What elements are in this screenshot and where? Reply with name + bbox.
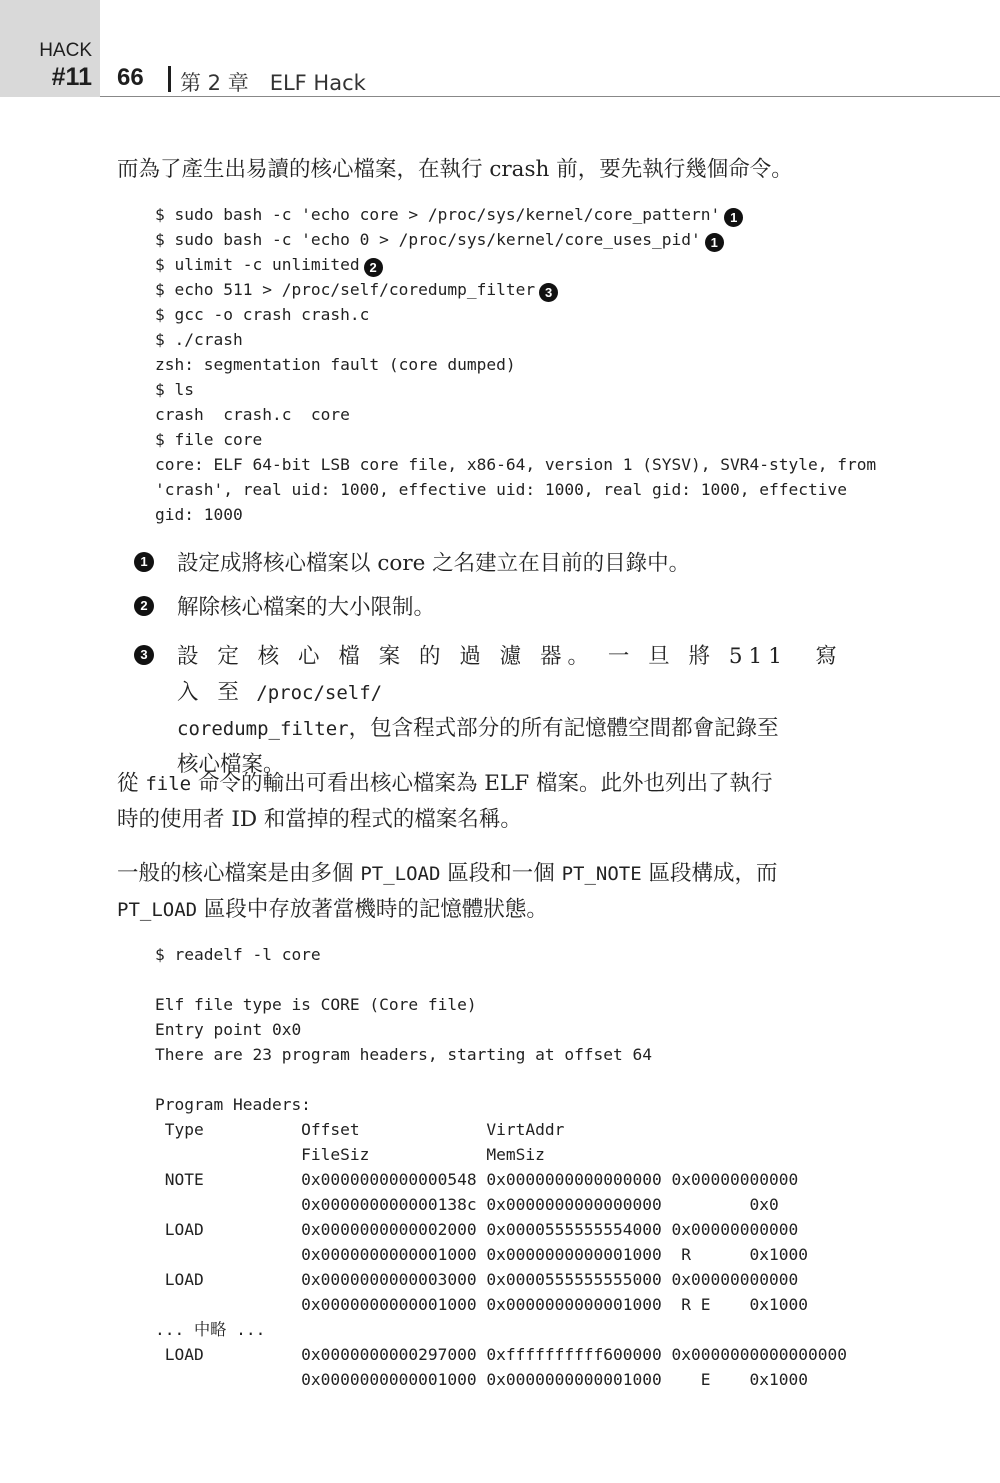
code-line [155, 427, 985, 452]
code-line: Program Headers: [155, 1095, 311, 1114]
code-line [155, 967, 985, 992]
inline-code-pt-note: PT_NOTE [561, 863, 642, 885]
pt-load-paragraph [117, 856, 857, 928]
callout-marker-icon: 1 [724, 208, 743, 227]
callout-marker-icon: 2 [364, 258, 383, 277]
code-line: ... 中略 ... [155, 1320, 266, 1339]
code-line-text: $ gcc -o crash crash.c [155, 305, 370, 324]
callout-marker-icon: 1 [134, 552, 154, 572]
code-line-text: $ echo 511 > /proc/self/coredump_filter [155, 280, 536, 299]
code-block-readelf [155, 942, 985, 1392]
code-line [155, 377, 985, 402]
code-block-commands [155, 202, 985, 527]
code-line [155, 402, 985, 427]
hack-number: #11 [51, 63, 92, 91]
code-line [155, 202, 985, 227]
code-line-text: $ sudo bash -c 'echo 0 > /proc/sys/kernel/core_uses_pid' [155, 230, 701, 249]
page-number: 66 [117, 64, 144, 91]
callout-3-path-part2: coredump_filter [177, 718, 349, 740]
code-line [155, 1067, 985, 1092]
inline-code-pt-load: PT_LOAD [360, 863, 441, 885]
file-output-paragraph [117, 766, 857, 838]
callout-text: 解除核心檔案的大小限制。 [177, 595, 436, 620]
code-line: $ readelf -l core [155, 945, 321, 964]
callout-3-path-part1: /proc/self/ [244, 682, 383, 704]
hack-label: HACK [39, 40, 92, 61]
code-line: There are 23 program headers, starting at offset 64 [155, 1045, 653, 1064]
code-line-text: $ file core [155, 430, 263, 449]
code-line-text: $ ls [155, 380, 194, 399]
code-line: 0x0000000000001000 0x0000000000001000 R E 0x1000 [155, 1295, 808, 1314]
code-line-text: $ ./crash [155, 330, 243, 349]
callout-text: 設定成將核心檔案以 core 之名建立在目前的目錄中。 [177, 551, 691, 576]
code-line-text: gid: 1000 [155, 505, 243, 524]
text-run: 從 [117, 771, 146, 796]
callout-marker-icon: 1 [705, 233, 724, 252]
code-line [155, 452, 985, 477]
code-line [155, 302, 985, 327]
code-line-text: $ ulimit -c unlimited [155, 255, 360, 274]
code-line-text: zsh: segmentation fault (core dumped) [155, 355, 516, 374]
callout-marker-icon: 2 [134, 596, 154, 616]
text-run: 時的使用者 ID 和當掉的程式的檔案名稱。 [117, 807, 522, 832]
callout-marker-icon: 3 [134, 645, 154, 665]
callout-3-line2: ，包含程式部分的所有記憶體空間都會記錄至 [348, 716, 779, 741]
code-line-text: 'crash', real uid: 1000, effective uid: 1000, real gid: 1000, effective [155, 480, 847, 499]
code-line: Type Offset VirtAddr [155, 1120, 565, 1139]
code-line-text: crash crash.c core [155, 405, 350, 424]
code-line [155, 502, 985, 527]
code-line: 0x000000000000138c 0x0000000000000000 0x0 [155, 1195, 779, 1214]
code-line: 0x0000000000001000 0x0000000000001000 E 0x1000 [155, 1370, 808, 1389]
callout-marker-icon: 3 [539, 283, 558, 302]
callout-3-line3: 核心檔案。 [177, 752, 285, 777]
inline-code-pt-load: PT_LOAD [117, 899, 198, 921]
code-line: NOTE 0x0000000000000548 0x0000000000000000 0x00000000000 [155, 1170, 799, 1189]
chapter-title: 第 2 章 ELF Hack [180, 71, 366, 95]
code-line [155, 252, 985, 277]
header-rule [100, 96, 1000, 97]
text-run: 命令的輸出可看出核心檔案為 ELF 檔案。此外也列出了執行 [191, 771, 773, 796]
code-line [155, 477, 985, 502]
code-line: LOAD 0x0000000000002000 0x0000555555554000 0x00000000000 [155, 1220, 799, 1239]
code-line [155, 227, 985, 252]
code-line-text: $ sudo bash -c 'echo core > /proc/sys/kernel/core_pattern' [155, 205, 721, 224]
intro-paragraph: 而為了產生出易讀的核心檔案，在執行 crash 前，要先執行幾個命令。 [117, 157, 793, 182]
callout-3-line1: 設 定 核 心 檔 案 的 過 濾 器。 一 旦 將 511 寫 入 至 [177, 644, 843, 705]
text-run: 區段和一個 [440, 861, 562, 886]
code-line [155, 327, 985, 352]
code-line-text: core: ELF 64-bit LSB core file, x86-64, version 1 (SYSV), SVR4-style, from [155, 455, 877, 474]
code-line: Entry point 0x0 [155, 1020, 302, 1039]
code-line: LOAD 0x0000000000297000 0xffffffffff600000 0x0000000000000000 [155, 1345, 847, 1364]
code-line: FileSiz MemSiz [155, 1145, 545, 1164]
code-line: 0x0000000000001000 0x0000000000001000 R 0x1000 [155, 1245, 808, 1264]
inline-code-file: file [145, 773, 192, 795]
code-line: Elf file type is CORE (Core file) [155, 995, 477, 1014]
text-run: 區段構成，而 [641, 861, 778, 886]
code-line: LOAD 0x0000000000003000 0x0000555555555000 0x00000000000 [155, 1270, 799, 1289]
code-line [155, 277, 985, 302]
callout-text [177, 639, 857, 783]
hack-tab [0, 0, 100, 97]
text-run: 一般的核心檔案是由多個 [117, 861, 361, 886]
code-line [155, 352, 985, 377]
header-divider [168, 66, 171, 92]
text-run: 區段中存放著當機時的記憶體狀態。 [197, 897, 548, 922]
